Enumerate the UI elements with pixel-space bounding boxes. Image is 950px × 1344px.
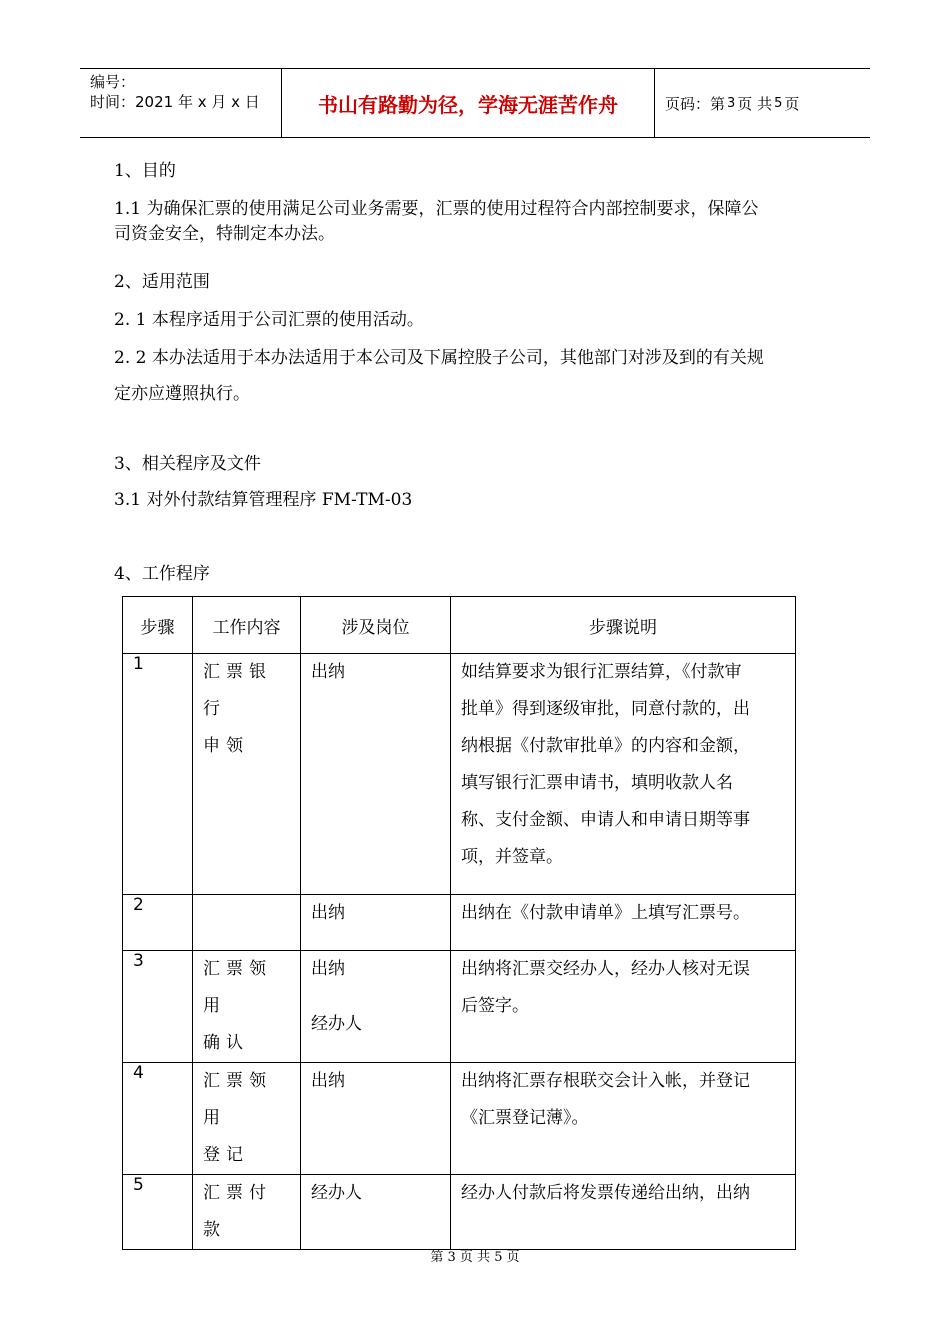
- section-1-title: 1、目的: [114, 161, 176, 181]
- document-number-label: 编号：: [90, 73, 136, 91]
- step-number: 1: [123, 654, 193, 895]
- table-row: [123, 895, 796, 951]
- page-total: 5: [774, 95, 783, 111]
- procedure-table: [122, 596, 796, 1250]
- desc-cell: [451, 1063, 796, 1175]
- role-line: 出纳: [311, 1071, 345, 1091]
- section-4-title: 4、工作程序: [114, 564, 210, 584]
- work-line: 汇票银行: [203, 662, 272, 719]
- desc-line: 纳根据《付款审批单》的内容和金额，: [461, 736, 750, 756]
- section-3-1: 3.1 对外付款结算管理程序 FM-TM-03: [114, 490, 413, 510]
- step-number: 2: [123, 895, 193, 951]
- page-prefix: 页码：第: [665, 94, 726, 113]
- footer-current: 3: [447, 1250, 456, 1265]
- table-row: [123, 654, 796, 895]
- header-step: 步骤: [123, 597, 193, 654]
- page-footer: [0, 1246, 950, 1265]
- section-2-2-line1: 2. 2 本办法适用于本办法适用于本公司及下属控股子公司，其他部门对涉及到的有关规: [114, 348, 764, 368]
- work-content: [193, 951, 301, 1063]
- section-2-title: 2、适用范围: [114, 272, 210, 292]
- work-line: 汇票领用: [203, 1071, 272, 1128]
- desc-line: 出纳将汇票交经办人，经办人核对无误: [461, 959, 750, 979]
- page-header: [80, 68, 870, 138]
- header-meta: [80, 69, 282, 137]
- desc-line: 出纳在《付款申请单》上填写汇票号。: [461, 903, 750, 923]
- page-mid: 页 共: [737, 94, 773, 113]
- section-2-2-line2: 定亦应遵照执行。: [114, 384, 250, 404]
- role-line: 出纳: [311, 903, 345, 923]
- work-line: 确认: [203, 1033, 249, 1053]
- footer-mid: 页 共: [459, 1250, 491, 1265]
- section-1-1-line1: 1.1 为确保汇票的使用满足公司业务需要，汇票的使用过程符合内部控制要求，保障公: [114, 199, 759, 219]
- desc-cell: [451, 1175, 796, 1250]
- page-current: 3: [727, 95, 736, 111]
- step-number: 4: [123, 1063, 193, 1175]
- table-header-row: [123, 597, 796, 654]
- section-2-1: 2. 1 本程序适用于公司汇票的使用活动。: [114, 310, 424, 330]
- role-line: 经办人: [311, 1183, 362, 1203]
- work-line: 汇票付款: [203, 1183, 272, 1240]
- header-desc: 步骤说明: [451, 597, 796, 654]
- role-cell: [301, 895, 451, 951]
- header-work: 工作内容: [193, 597, 301, 654]
- desc-line: 批单》得到逐级审批，同意付款的，出: [461, 699, 750, 719]
- desc-line: 经办人付款后将发票传递给出纳，出纳: [461, 1183, 750, 1203]
- desc-line: 出纳将汇票存根联交会计入帐，并登记: [461, 1071, 750, 1091]
- section-1-1-line2: 司资金安全，特制定本办法。: [114, 224, 335, 244]
- role-line: [311, 988, 440, 1006]
- role-line: 经办人: [311, 1014, 362, 1034]
- role-cell: [301, 1063, 451, 1175]
- role-cell: [301, 654, 451, 895]
- header-page-info: [655, 69, 870, 137]
- desc-cell: [451, 654, 796, 895]
- desc-cell: [451, 895, 796, 951]
- document-date-label: 时间：2021 年 x 月 x 日: [90, 93, 260, 111]
- table-row: [123, 1175, 796, 1250]
- desc-line: 后签字。: [461, 996, 529, 1016]
- footer-prefix: 第: [430, 1250, 444, 1265]
- work-line: 申领: [203, 736, 249, 756]
- work-content: [193, 1063, 301, 1175]
- header-role: 涉及岗位: [301, 597, 451, 654]
- table-row: [123, 951, 796, 1063]
- section-3-title: 3、相关程序及文件: [114, 454, 261, 474]
- page-suffix: 页: [784, 94, 800, 113]
- step-number: 5: [123, 1175, 193, 1250]
- desc-line: 称、支付金额、申请人和申请日期等事: [461, 810, 750, 830]
- role-cell: [301, 951, 451, 1063]
- desc-line: 项，并签章。: [461, 847, 563, 867]
- desc-line: 如结算要求为银行汇票结算，《付款审: [461, 662, 742, 682]
- desc-line: 《汇票登记薄》。: [461, 1108, 589, 1128]
- header-motto: 书山有路勤为径，学海无涯苦作舟: [282, 69, 655, 137]
- table-row: [123, 1063, 796, 1175]
- work-content: [193, 654, 301, 895]
- role-line: 出纳: [311, 662, 345, 682]
- work-content: [193, 1175, 301, 1250]
- work-content: [193, 895, 301, 951]
- role-line: 出纳: [311, 959, 345, 979]
- role-cell: [301, 1175, 451, 1250]
- footer-suffix: 页: [506, 1250, 520, 1265]
- desc-line: 填写银行汇票申请书，填明收款人名: [461, 773, 733, 793]
- work-line: 登记: [203, 1145, 249, 1165]
- footer-total: 5: [494, 1250, 503, 1265]
- step-number: 3: [123, 951, 193, 1063]
- desc-cell: [451, 951, 796, 1063]
- work-line: 汇票领用: [203, 959, 272, 1016]
